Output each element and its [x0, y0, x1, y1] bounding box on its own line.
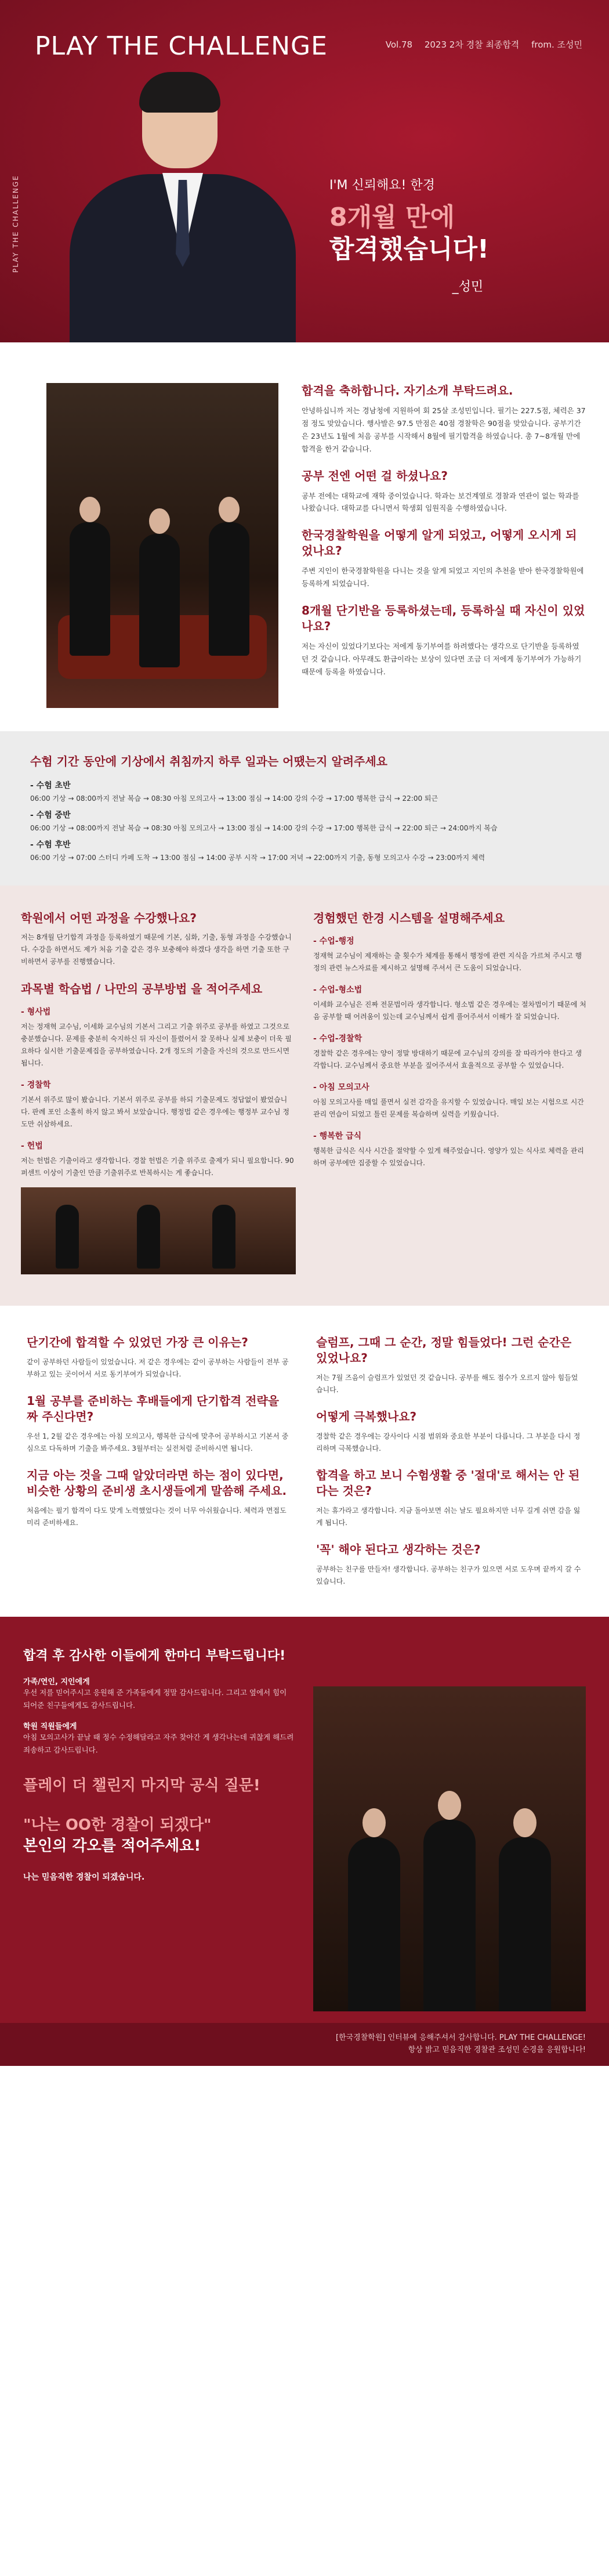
system-head: 경험했던 한경 시스템을 설명해주세요 — [313, 911, 505, 925]
answer-never: 저는 휴가라고 생각합니다. 지금 돌아보면 쉬는 날도 필요하지만 너무 길게 쉬면 감을 잃게 됩니다. — [316, 1506, 581, 1527]
schedule-mid-head: - 수험 중반 — [30, 811, 71, 820]
question-academy: 한국경찰학원을 어떻게 알게 되었고, 어떻게 오시게 되었나요? — [302, 528, 577, 558]
hero-text — [329, 175, 489, 295]
schedule-early: 06:00 기상 → 08:00까지 전날 복습 → 08:30 아침 모의고사 → 13:00 점심 → 14:00 강의 수강 → 17:00 행복한 급식 → 22:00 퇴근 — [30, 794, 438, 803]
hero-greeting: I'M 신뢰해요! 한경 — [329, 178, 435, 193]
schedule-early-head: - 수험 초반 — [30, 781, 71, 790]
closing-staff-head: 학원 직원들에게 — [23, 1722, 77, 1731]
hero-from: from. 조성민 — [531, 39, 582, 50]
answer-strategy: 우선 1, 2월 같은 경우에는 아침 모의고사, 행복한 급식에 맞추어 공부하시고 기본서 중심으로 다독하며 기출을 봐주세요. 3월부터는 실전처럼 준비하시면 됩니다. — [27, 1432, 289, 1453]
subject-police: 기본서 위주로 많이 봤습니다. 기본서 위주로 공부를 하되 기출문제도 정답없이 봤었습니다. 판례 포인 소홀히 하지 않고 봐서 보았습니다. 행정법 같은 경우에는 행정부 교수님 정도만 쉬삼하세요. — [21, 1096, 289, 1128]
system-meal: 행복한 급식은 식사 시간을 절약할 수 있게 해주었습니다. 영양가 있는 식사로 체력을 관리하며 공부에만 집중할 수 있었습니다. — [313, 1147, 584, 1167]
system-admin: 정재혁 교수님이 제재하는 출 횟수가 체계를 통해서 행정에 관련 지식을 가르쳐 주시고 행정의 관련 뉴스자료를 제시하고 설명해 주셔서 큰 도움이 되었습니다. — [313, 952, 582, 972]
method-right — [313, 909, 588, 1282]
hero-line2: 합격했습니다! — [329, 234, 490, 264]
hero-title: PLAY THE CHALLENGE — [35, 31, 328, 61]
subject-const: 저는 헌법은 기출이라고 생각합니다. 경찰 헌법은 기출 위주로 출제가 되니 필요합니다. 90퍼센트 이상이 기출인 만큼 기출위주로 반복하시는 게 좋습니다. — [21, 1157, 294, 1177]
hero-vol: Vol.78 — [385, 39, 413, 50]
answer-must: 공부하는 친구를 만들자! 생각합니다. 공부하는 친구가 있으면 서로 도우며 끝까지 갈 수 있습니다. — [316, 1565, 581, 1585]
hero-vertical-text: PLAY THE CHALLENGE — [12, 175, 20, 273]
subject-const-head: - 헌법 — [21, 1141, 43, 1151]
hero-meta — [376, 38, 582, 50]
answer-overcome: 경찰학 같은 경우에는 강사이다 시점 범위와 중요한 부분이 다릅니다. 그 부분을 다시 정리하며 극복했습니다. — [316, 1432, 581, 1453]
question-intro: 합격을 축하합니다. 자기소개 부탁드려요. — [302, 384, 513, 398]
closing-photo — [313, 1686, 586, 2011]
closing-family-head: 가족/연인, 지인에게 — [23, 1678, 90, 1686]
closing-prompt: 본인의 각오를 적어주세요! — [23, 1837, 201, 1855]
method-left — [21, 909, 296, 1282]
closing-section — [0, 1617, 609, 2023]
closing-question: 플레이 더 챌린지 마지막 공식 질문! — [23, 1776, 260, 1794]
qa-section — [0, 1306, 609, 1617]
question-course: 8개월 단기반을 등록하셨는데, 등록하실 때 자신이 있었나요? — [302, 604, 585, 633]
answer-reason: 같이 공부하던 사람들이 있었습니다. 저 같은 경우에는 같이 공부하는 사람들이 전부 공부하고 있는 곳이어서 서로 동기부여가 되었습니다. — [27, 1358, 289, 1378]
subject-criminal: 저는 정재혁 교수님, 이세화 교수님의 기본서 그리고 기출 위주로 공부를 하였고 그것으로 충분했습니다. 문제를 충분히 숙지하신 뒤 자신이 틀렸어서 잘 못하나 실제 보충이 더욱 필요하다 실시한 기출문제집을 공부하였습니다. 2개 정도의 기출을 자신의 것으로 만드시면 됩니다. — [21, 1023, 292, 1067]
schedule-late-head: - 수험 후반 — [30, 840, 71, 850]
hero-portrait — [70, 75, 296, 342]
system-mock: 아침 모의고사를 매일 풀면서 실전 감각을 유지할 수 있었습니다. 매일 보는 시험으로 시간 관리 연습이 되었고 틀린 문제를 복습하며 실력을 키웠습니다. — [313, 1098, 584, 1118]
method-section — [0, 886, 609, 1306]
schedule-late: 06:00 기상 → 07:00 스터디 카페 도착 → 13:00 점심 → 14:00 공부 시작 → 17:00 저녁 → 22:00까지 기출, 동형 모의고사 수강 → 23:00까지 체력 — [30, 854, 485, 862]
answer-academy: 주변 지인이 한국경찰학원을 다니는 것을 알게 되었고 지인의 추천을 받아 한국경찰학원에 등록하게 되었습니다. — [302, 566, 584, 588]
question-slump: 슬럼프, 그때 그 순간, 정말 힘들었다! 그런 순간은 있었나요? — [316, 1335, 572, 1365]
schedule-mid: 06:00 기상 → 08:00까지 전날 복습 → 08:30 아침 모의고사 → 13:00 점심 → 14:00 강의 수강 → 17:00 행복한 급식 → 22:00 퇴근 → 24:00까지 복습 — [30, 824, 498, 832]
subject-head: 과목별 학습법 / 나만의 공부방법 을 적어주세요 — [21, 982, 263, 996]
question-reason: 단기간에 합격할 수 있었던 가장 큰 이유는? — [27, 1335, 248, 1349]
qa-right — [316, 1335, 582, 1588]
answer-intro: 안녕하십니까 저는 경남청에 지원하여 회 25살 조성민입니다. 필기는 227.5점, 체력은 37점 정도 맞았습니다. 행사발은 97.5 만점은 40점 경찰학은 90점을 맞았습니다. 공부기간은 23년도 1월에 처음 공부를 시작해서 8월에 필기합격을 하였습니다. 총 7~8개월 만에 합격을 한거 같습니다. — [302, 406, 586, 453]
closing-family: 우선 저를 믿어주시고 응원해 준 가족들에게 정말 감사드립니다. 그리고 옆에서 힘이 되어준 친구들에게도 감사드립니다. — [23, 1688, 287, 1710]
system-procedure-head: - 수업-형소법 — [313, 985, 362, 995]
hero-tag: 2023 2차 경찰 최종합격 — [424, 39, 520, 50]
system-admin-head: - 수업-행정 — [313, 937, 354, 946]
footer-line1: [한국경찰학원] 인터뷰에 응해주셔서 감사합니다. PLAY THE CHALLENGE! — [335, 2033, 586, 2042]
system-procedure: 이세화 교수님은 진짜 전문법이라 생각합니다. 형소법 같은 경우에는 절차법이기 때문에 처음 공부할 때 어려움이 있는데 교수님께서 쉽게 풀어주셔서 이해가 잘 되었습니다. — [313, 1000, 586, 1021]
footer — [0, 2023, 609, 2066]
closing-answer: 나는 믿음직한 경찰이 되겠습니다. — [23, 1872, 145, 1882]
system-police-head: - 수업-경찰학 — [313, 1034, 362, 1043]
schedule-section — [0, 731, 609, 886]
closing-title: 합격 후 감사한 이들에게 한마디 부탁드립니다! — [23, 1649, 286, 1663]
question-regret: 지금 아는 것을 그때 알았더라면 하는 점이 있다면, 비슷한 상황의 준비생 초시생들에게 말씀해 주세요. — [27, 1468, 287, 1498]
course-text: 저는 8개월 단기합격 과정을 등록하였기 때문에 기본, 심화, 기출, 동형 과정을 수강했습니다. 수강을 하면서도 제가 처음 기출 같은 경우 보충해야 하겠다 생각을 하면 기출 또한 구비하면서 공부를 진행했습니다. — [21, 933, 292, 966]
system-police: 경찰학 같은 경우에는 양이 정말 방대하기 때문에 교수님의 강의를 잘 따라가야 한다고 생각합니다. 교수님께서 중요한 부분을 짚어주셔서 효율적으로 공부할 수 있었습니다. — [313, 1049, 582, 1070]
hero-signature: _성민 — [452, 280, 484, 294]
course-head: 학원에서 어떤 과정을 수강했나요? — [21, 911, 197, 925]
answer-slump: 저는 7월 즈음이 슬럼프가 있었던 것 같습니다. 공부를 해도 점수가 오르지 않아 힘들었습니다. — [316, 1374, 578, 1394]
study-photo — [21, 1187, 296, 1274]
closing-quote: "나는 OO한 경찰이 되겠다" — [23, 1816, 212, 1834]
subject-criminal-head: - 형사법 — [21, 1007, 51, 1017]
intro-text — [278, 383, 586, 708]
intro-section — [0, 342, 609, 731]
hero-line1: 8개월 만에 — [329, 203, 455, 232]
question-must: '꼭' 해야 된다고 생각하는 것은? — [316, 1542, 481, 1556]
system-meal-head: - 행복한 급식 — [313, 1132, 362, 1141]
hero-section — [0, 0, 609, 342]
question-strategy: 1월 공부를 준비하는 후배들에게 단기합격 전략을 짜 주신다면? — [27, 1394, 280, 1424]
subject-police-head: - 경찰학 — [21, 1081, 51, 1090]
question-before: 공부 전엔 어떤 걸 하셨나요? — [302, 468, 448, 483]
schedule-title: 수험 기간 동안에 기상에서 취침까지 하루 일과는 어땠는지 알려주세요 — [30, 754, 387, 768]
answer-regret: 처음에는 필기 합격이 다도 맞게 노력했었다는 것이 너무 아쉬웠습니다. 체력과 면접도 미리 준비하세요. — [27, 1506, 287, 1527]
question-overcome: 어떻게 극복했나요? — [316, 1410, 417, 1424]
answer-before: 공부 전에는 대학교에 재학 중이었습니다. 학과는 보건계열로 경찰과 연관이 없는 학과를 나왔습니다. 대학교를 다니면서 학생회 임원직을 수행하였습니다. — [302, 491, 579, 513]
closing-staff: 아침 모의고사가 끝날 때 정수 수정해달라고 자주 찾아간 게 생각나는데 귀찮게 해드려 죄송하고 감사드립니다. — [23, 1732, 294, 1754]
system-mock-head: - 아침 모의고사 — [313, 1083, 369, 1092]
footer-line2: 항상 밝고 믿음직한 경찰관 조성민 순경을 응원합니다! — [408, 2045, 586, 2054]
question-never: 합격을 하고 보니 수험생활 중 '절대'로 해서는 안 된다는 것은? — [316, 1468, 580, 1498]
qa-left — [27, 1335, 293, 1588]
group-photo — [46, 383, 278, 708]
answer-course: 저는 자신이 있었다기보다는 저에게 동기부여를 하려했다는 생각으로 단기반을 등록하였던 것 같습니다. 아무래도 환급이라는 보상이 있다면 조금 더 저에게 동기부여가 가능하기 때문에 등록을 하였습니다. — [302, 642, 582, 676]
